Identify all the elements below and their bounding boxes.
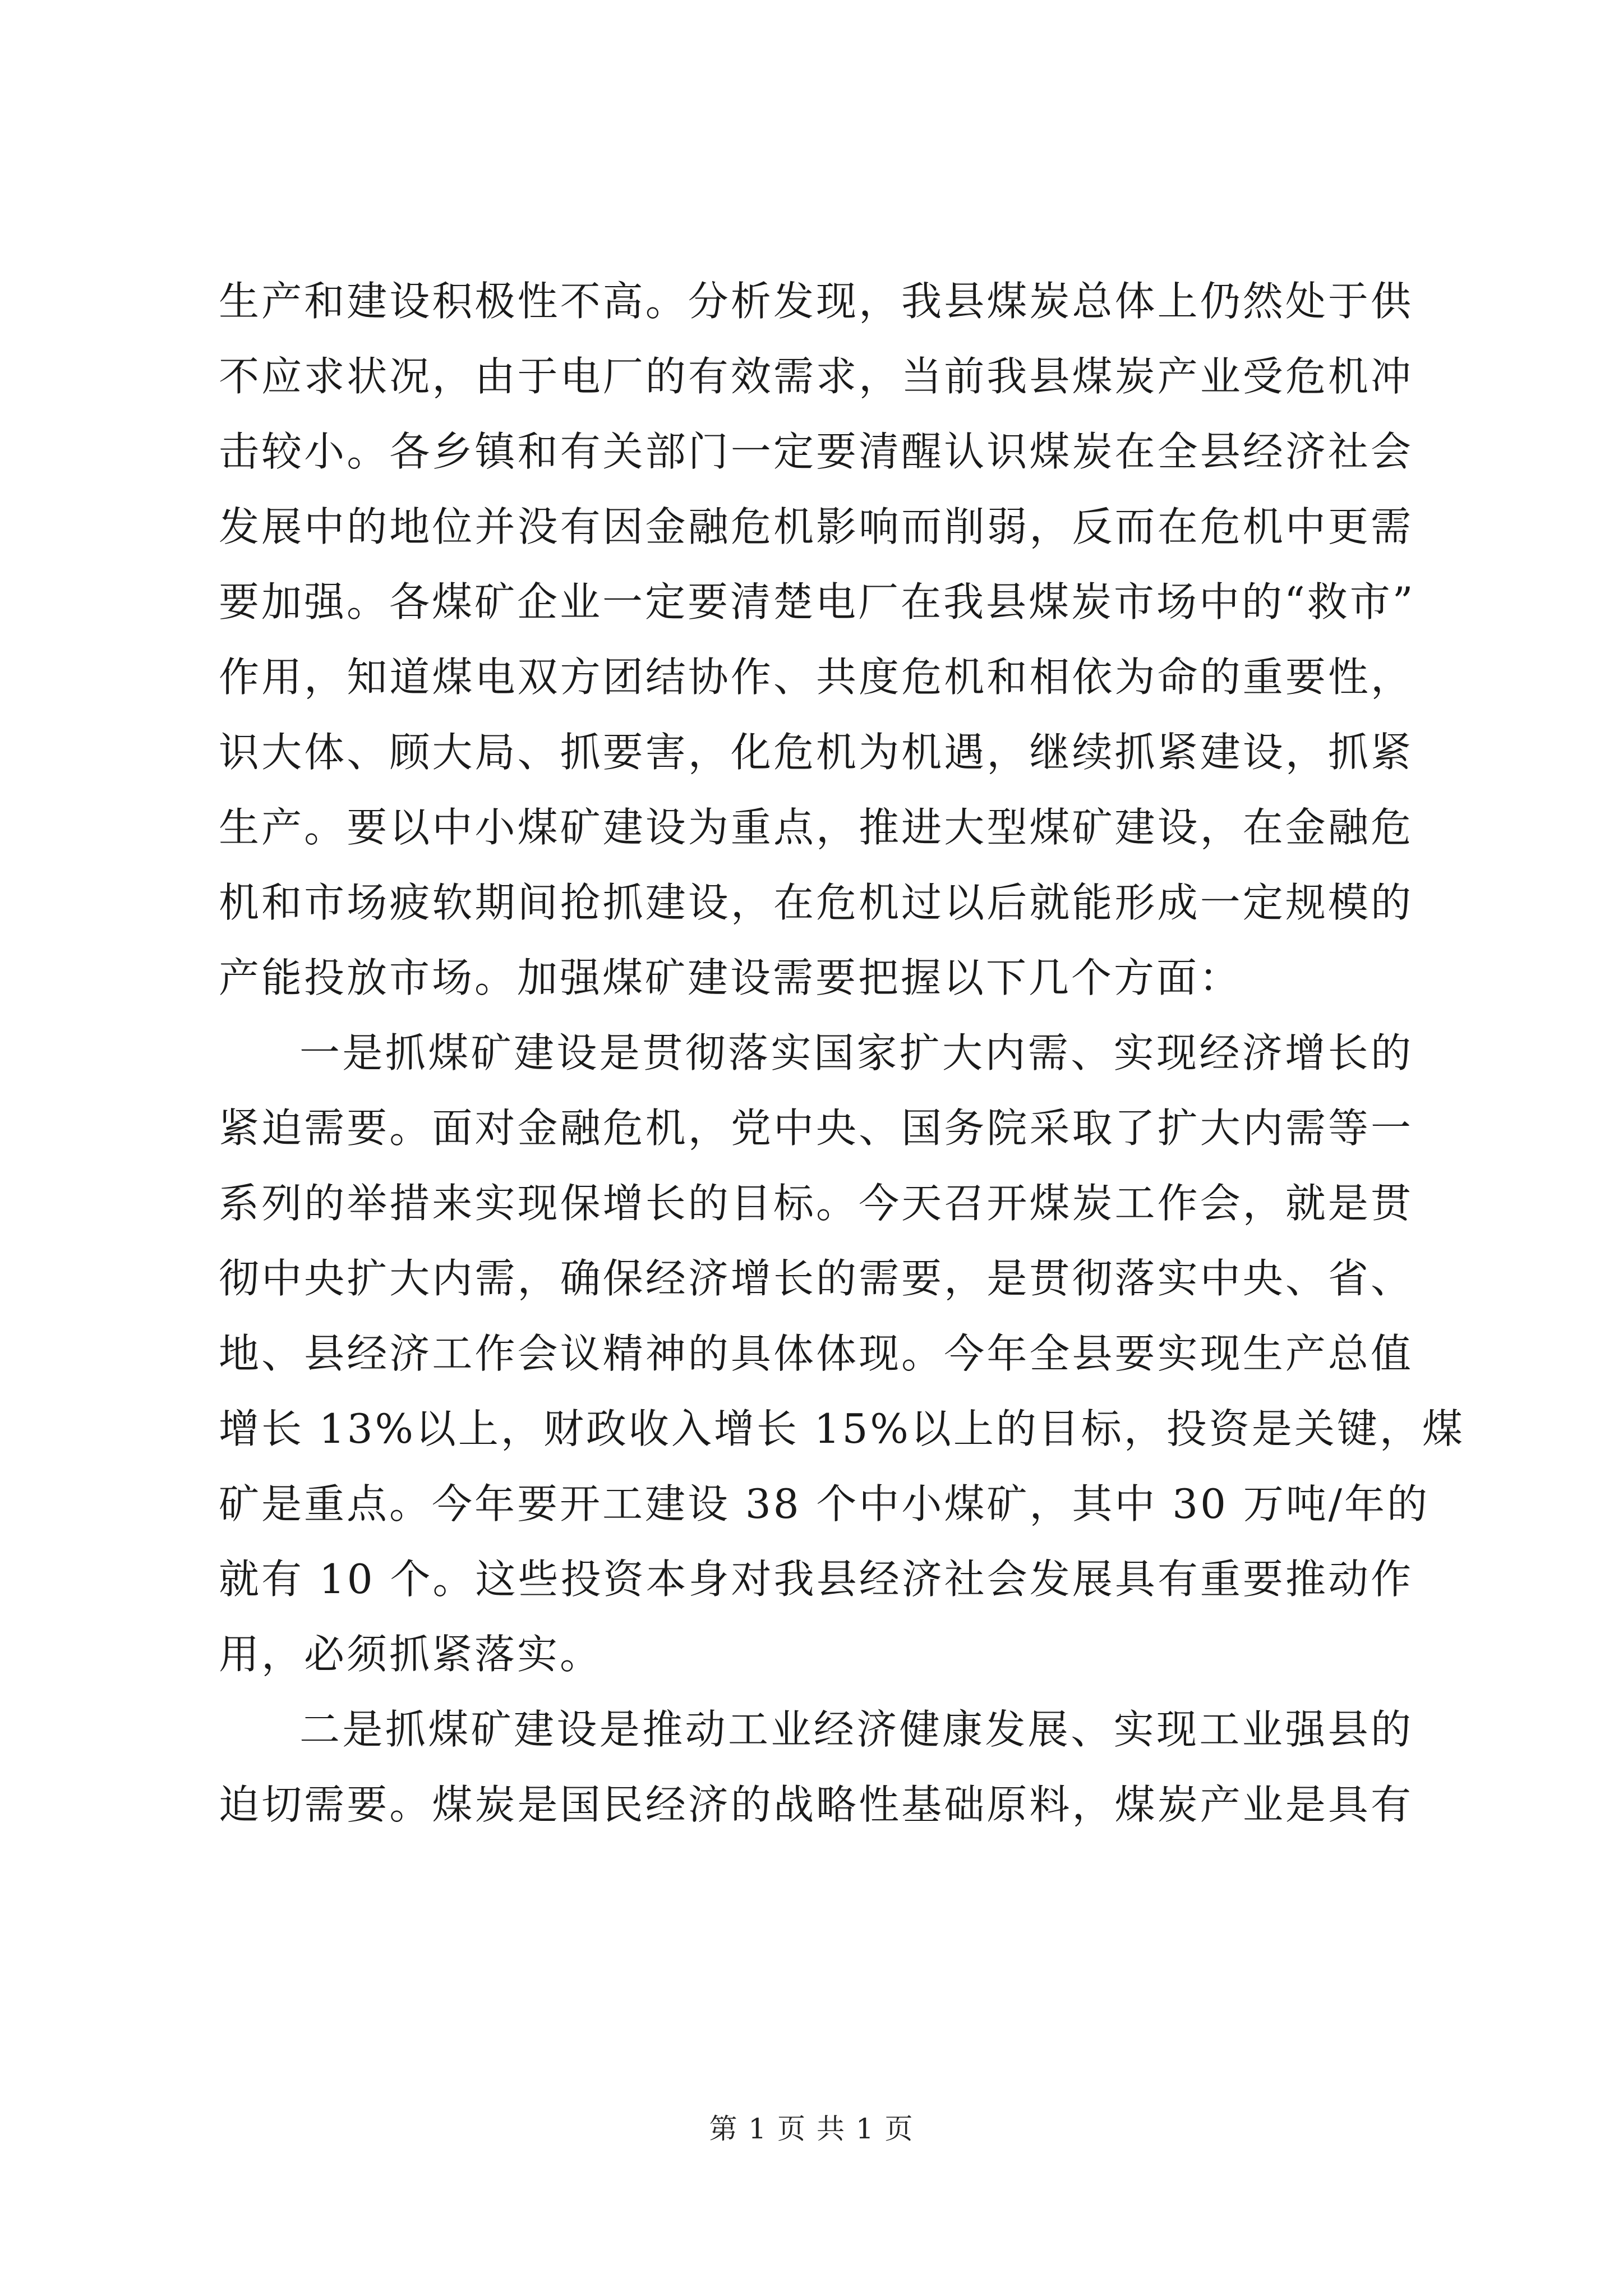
text-line: 彻中央扩大内需，确保经济增长的需要，是贯彻落实中央、省、 [219,1255,1413,1302]
text-line: 产能投放市场。加强煤矿建设需要把握以下几个方面： [219,954,1242,1001]
text-line: 一是抓煤矿建设是贯彻落实国家扩大内需、实现经济增长的 [299,1029,1413,1076]
text-line: 击较小。各乡镇和有关部门一定要清醒认识煤炭在全县经济社会 [219,428,1413,475]
paragraph-3 [219,1692,1413,1842]
text-line: 就有 10 个。这些投资本身对我县经济社会发展具有重要推动作 [219,1556,1413,1603]
text-line: 用，必须抓紧落实。 [219,1631,603,1678]
text-line: 系列的举措来实现保增长的目标。今天召开煤炭工作会，就是贯 [219,1180,1413,1227]
page-number-label: 第 1 页 共 1 页 [709,2113,914,2145]
text-line: 增长 13%以上，财政收入增长 15%以上的目标，投资是关键，煤 [219,1405,1465,1452]
text-line: 二是抓煤矿建设是推动工业经济健康发展、实现工业强县的 [299,1706,1413,1753]
text-line: 地、县经济工作会议精神的具体体现。今年全县要实现生产总值 [219,1330,1413,1377]
document-body [219,264,1465,1842]
text-line: 要加强。各煤矿企业一定要清楚电厂在我县煤炭市场中的“救市” [219,578,1415,625]
page-footer [0,2106,1623,2147]
text-line: 发展中的地位并没有因金融危机影响而削弱，反而在危机中更需 [219,503,1413,550]
text-line: 作用，知道煤电双方团结协作、共度危机和相依为命的重要性， [219,654,1413,701]
paragraph-1 [219,264,1413,1015]
text-line: 迫切需要。煤炭是国民经济的战略性基础原料，煤炭产业是具有 [219,1781,1413,1828]
text-line: 生产。要以中小煤矿建设为重点，推进大型煤矿建设，在金融危 [219,804,1413,851]
text-line: 矿是重点。今年要开工建设 38 个中小煤矿，其中 30 万吨/年的 [219,1480,1430,1527]
paragraph-2 [219,1015,1465,1692]
text-line: 紧迫需要。面对金融危机，党中央、国务院采取了扩大内需等一 [219,1105,1413,1152]
text-line: 识大体、顾大局、抓要害，化危机为机遇，继续抓紧建设，抓紧 [219,729,1413,776]
text-line: 不应求状况，由于电厂的有效需求，当前我县煤炭产业受危机冲 [219,353,1413,400]
text-line: 机和市场疲软期间抢抓建设，在危机过以后就能形成一定规模的 [219,879,1413,926]
text-line: 生产和建设积极性不高。分析发现，我县煤炭总体上仍然处于供 [219,278,1413,325]
